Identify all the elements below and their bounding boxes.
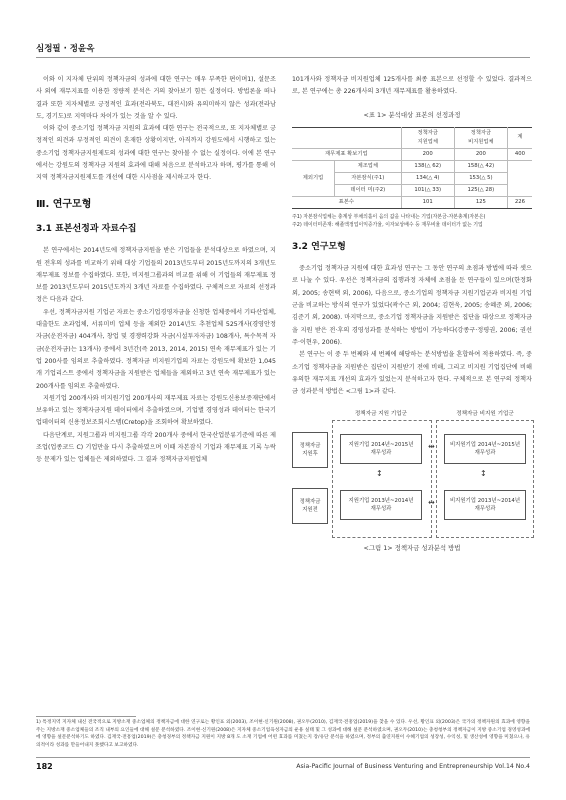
journal-name: Asia-Pacific Journal of Business Venturing and Entrepreneurship Vol.14 No.4 bbox=[296, 763, 530, 770]
table-row: 자본잠식(주1) 134(△ 4) 153(△ 5) bbox=[292, 172, 532, 184]
table-caption: <표 1> 분석대상 표본의 선정과정 bbox=[363, 110, 461, 119]
subsection-heading: 3.2 연구모형 bbox=[292, 241, 346, 252]
footnote-divider bbox=[36, 716, 136, 717]
table-row: 데이터 미(주2) 101(△ 33) 125(△ 28) bbox=[292, 184, 532, 196]
footnote: 1) 특정지역 지자체 내신 전국적으로 지방소재 중소업체의 정책자금에 대한 연구로는 황인표 외(2003), 조이현·신기원(2008), 권오두(2010), 김재국·전흥업(2019)을 찾을 수 있다. 우선, 황인표 외(2003)은 국가의 정책자원의 효과에 영향을 주는 지방소재 중소업체들의 조직 내부의 요인들에 대해 설문 분석하였다. 조이현·신기원(2008)은 지자체 중소기업육성자금의 운용 실태 및 그 성과에 대해 설문 분석하였으며, 권오두(2010)는 충청청부의 정책자금이 지방 중소기업 경영성과에에 영향을 설문분석하기도 하였다. 김재국·전흥업(2019)은 충청경부의 정책자금 지원이 지방 8개 도 소재 기업에 어떤 효과를 미쳤는지 장/유단 분석을 하였으며, 정부의 출연지원이 수혜기업의 성장성, 수익성, 및 생산성에 영향을 미쳤으나, 유의적이라 성과를 만들어내지 못했다고 보고하였다. bbox=[36, 720, 531, 748]
horizontal-arrow-icon: ↔ bbox=[428, 442, 435, 452]
table-notes bbox=[292, 213, 532, 229]
body-paragraph: 지원기업 200개사와 비지원기업 200개사의 재무제표 자료는 강원도신용보증재단에서 보유하고 있는 정책자금지원 데이터에서 추출하였으며, 기업별 경영성과 데이터는 한국기업데이터의 신용정보조회시스템(Cretop)을 조회하여 확보하였다. bbox=[36, 394, 276, 427]
header-divider bbox=[36, 57, 530, 58]
subsection-heading: 3.1 표본선정과 자료수집 bbox=[36, 223, 137, 234]
running-header-author: 심정필 · 정윤옥 bbox=[36, 44, 95, 54]
table-header-cell: 계 bbox=[507, 127, 532, 148]
vertical-arrow-icon: ↕ bbox=[376, 469, 383, 479]
figure-caption: <그림 1> 정책자금 성과분석 방법 bbox=[363, 544, 461, 553]
table-note: 주2) 데이터미존재: 해졸액정업이익증가율, 이자보상배수 등 재무비율 데이터가 없는 기업 bbox=[292, 221, 483, 228]
figure-box-support-before: 지원기업 2013년~2014년 재무성과 bbox=[340, 490, 422, 520]
figure-row-label: 정책자금 지원전 bbox=[292, 488, 328, 524]
table-header-row bbox=[292, 127, 532, 148]
left-column bbox=[36, 74, 276, 467]
right-column bbox=[292, 74, 532, 555]
figure-box-nonsupport-before: 비지원기업 2013년~2014년 재무성과 bbox=[444, 490, 526, 520]
body-paragraph: 이와 같이 중소기업 정책자금 지원의 효과에 대한 연구는 전국적으로, 또 지자체별로 긍정적인 의견과 부정적인 의견이 혼재한 상황이지만, 아직까지 강원도에서 시행하고 있는 중소기업 정책자금지원제도의 성과에 대한 연구는 찾아볼 수 없는 실정이다. 이에 본 연구에서는 강원도의 정책자금 지원의 효과에 대해 처음으로 분석하고자 하며, 평가를 통해 이 지역 정책자금지원제도를 개선에 대한 시사점을 제시하고자 한다. bbox=[36, 125, 276, 182]
figure-box-support-after: 지원기업 2014년~2015년 재무성과 bbox=[340, 434, 422, 464]
table-total-row: 표본수 101 125 226 bbox=[292, 196, 532, 208]
section-heading: Ⅲ. 연구모형 bbox=[36, 198, 92, 210]
figure-column-head: 정책자금 비지원 기업군 bbox=[456, 411, 514, 418]
body-paragraph: 중소기업 정책자금 지원에 대한 효과성 연구는 그 동안 연구의 초점과 방법에 따라 셋으로 나눌 수 있다. 우선은 정책자금의 집행과정 자체에 초점을 둔 연구들이 있으며(한정화외, 2005; 송현택 외, 2006), 다음으로, 중소기업의 정책자금 지원기업군과 비지원 기업군을 비교하는 방식의 연구가 있었다(곽수근 외, 2004; 김현욱, 2005; 송혜준 외, 2006; 김준기 외, 2008). 마지막으로, 중소기업 정책자금을 지원받은 집단을 대상으로 정책자금을 지원 받은 전·후의 경영성과를 분석하는 방법이 가능하다(강종구·정평권, 2006; 권선주·이현우, 2006). bbox=[292, 265, 532, 346]
table-row: 재무제표 확보기업 200 200 400 bbox=[292, 148, 532, 160]
figure-box-nonsupport-after: 비지원기업 2014년~2015년 재무성과 bbox=[444, 434, 526, 464]
sample-selection-table bbox=[292, 127, 532, 209]
figure-row-label: 정책자금 지원후 bbox=[292, 432, 328, 468]
table-header-cell: 정책자금 지원업체 bbox=[401, 127, 454, 148]
analysis-method-figure bbox=[292, 408, 532, 538]
body-paragraph: 이와 이 지자체 단위의 정책자금의 성과에 대한 연구는 매우 부족한 편이며1), 설문조사 외에 재무지표를 이용한 정량적 분석은 거의 찾아보기 힘든 실정이다. 방법론을 떠나 결과 또한 지자체별로 긍정적인 효과(전라북도, 대전시)와 유의미하지 않은 성과(전라남도, 경기도)로 지역마다 차이가 있는 것을 알 수 있다. bbox=[36, 76, 276, 120]
table-row: 제외기업 제조업체 138(△ 62) 158(△ 42) bbox=[292, 160, 532, 172]
body-paragraph: 우선, 정책자금지원 기업군 자료는 중소기업경영자금을 신청한 업체중에서 기타산업체, 대출한도 초과업체, 서류미비 업체 등을 제외한 2014년도 추천업체 525개사(경영안정 자금(운전자금) 404개사, 창업 및 경쟁력강화 자금(시설투자자금) 108개사, 특수목적 자금(운전자금)는 13개사) 중에서 3년간(즉 2013, 2014, 2015) 연속 재무제표가 있는 기업 200사를 임의로 추출하였다. 정책자금 비지원기업의 자료는 강원도에 확보한 1,045개 기업리스트 중에서 정책자금을 지원받은 업체들을 제외하고 3년 연속 재무제표가 있는 200개사를 임의로 추출하였다. bbox=[36, 308, 276, 390]
body-paragraph: 본 연구는 이 중 두 번째와 세 번째에 해당하는 분석방법을 혼합하여 적용하였다. 즉, 중소기업 정책자금을 지원받은 집단이 지원받기 전에 비해, 그리고 비지원 기업집단에 비해 유의한 재무지표 개선의 효과가 있었는지 분석하고자 한다. 구체적으로 본 연구의 정책자금 성과분석 방법은 <그림 1>과 같다. bbox=[292, 351, 532, 396]
page-number: 182 bbox=[36, 762, 53, 771]
vertical-arrow-icon: ↕ bbox=[480, 469, 487, 479]
horizontal-arrow-icon: ↔ bbox=[428, 498, 435, 508]
footer-divider bbox=[36, 757, 530, 758]
figure-column-head: 정책자금 지원 기업군 bbox=[354, 411, 408, 418]
body-paragraph: 본 연구에서는 2014년도에 정책자금지원을 받은 기업들을 분석대상으로 하였으며, 지원 전후의 성과를 비교하기 위해 대상 기업들의 2013년도부터 2015년도까지의 3개년도 재무제표 정보를 수집하였다. 또한, 비지원그룹과의 비교를 위해 이 기업들의 재무제표 정보를 2013년도부터 2015년도까지 3개년 자료를 수집하였다. 구체적으로 자료의 선정과정은 다음과 같다. bbox=[36, 247, 276, 304]
body-paragraph: 101개사와 정책자금 비지원업체 125개사를 최종 표본으로 선정할 수 있었다. 결과적으로, 본 연구에는 총 226개사의 3개년 재무제표를 활용하였다. bbox=[292, 76, 532, 96]
body-paragraph: 다음단계로, 지원그룹과 비지원그룹 각각 200개사 중에서 한국산업분류기준에 따른 제조업(업종코드 C) 기업만을 다시 추출하였으며 이때 자본잠식 기업과 재무제표 기록 누락 등 문제가 있는 업체들은 제외하였다. 그 결과 정책자금지원업체 bbox=[36, 431, 276, 464]
table-header-cell: 정책자금 비지원업체 bbox=[454, 127, 507, 148]
table-note: 주1) 자본잠식업체는 충계상 부채의홀이 음의 값을 나타내는 기업(자본금-자본총계)자본은) bbox=[292, 213, 486, 220]
